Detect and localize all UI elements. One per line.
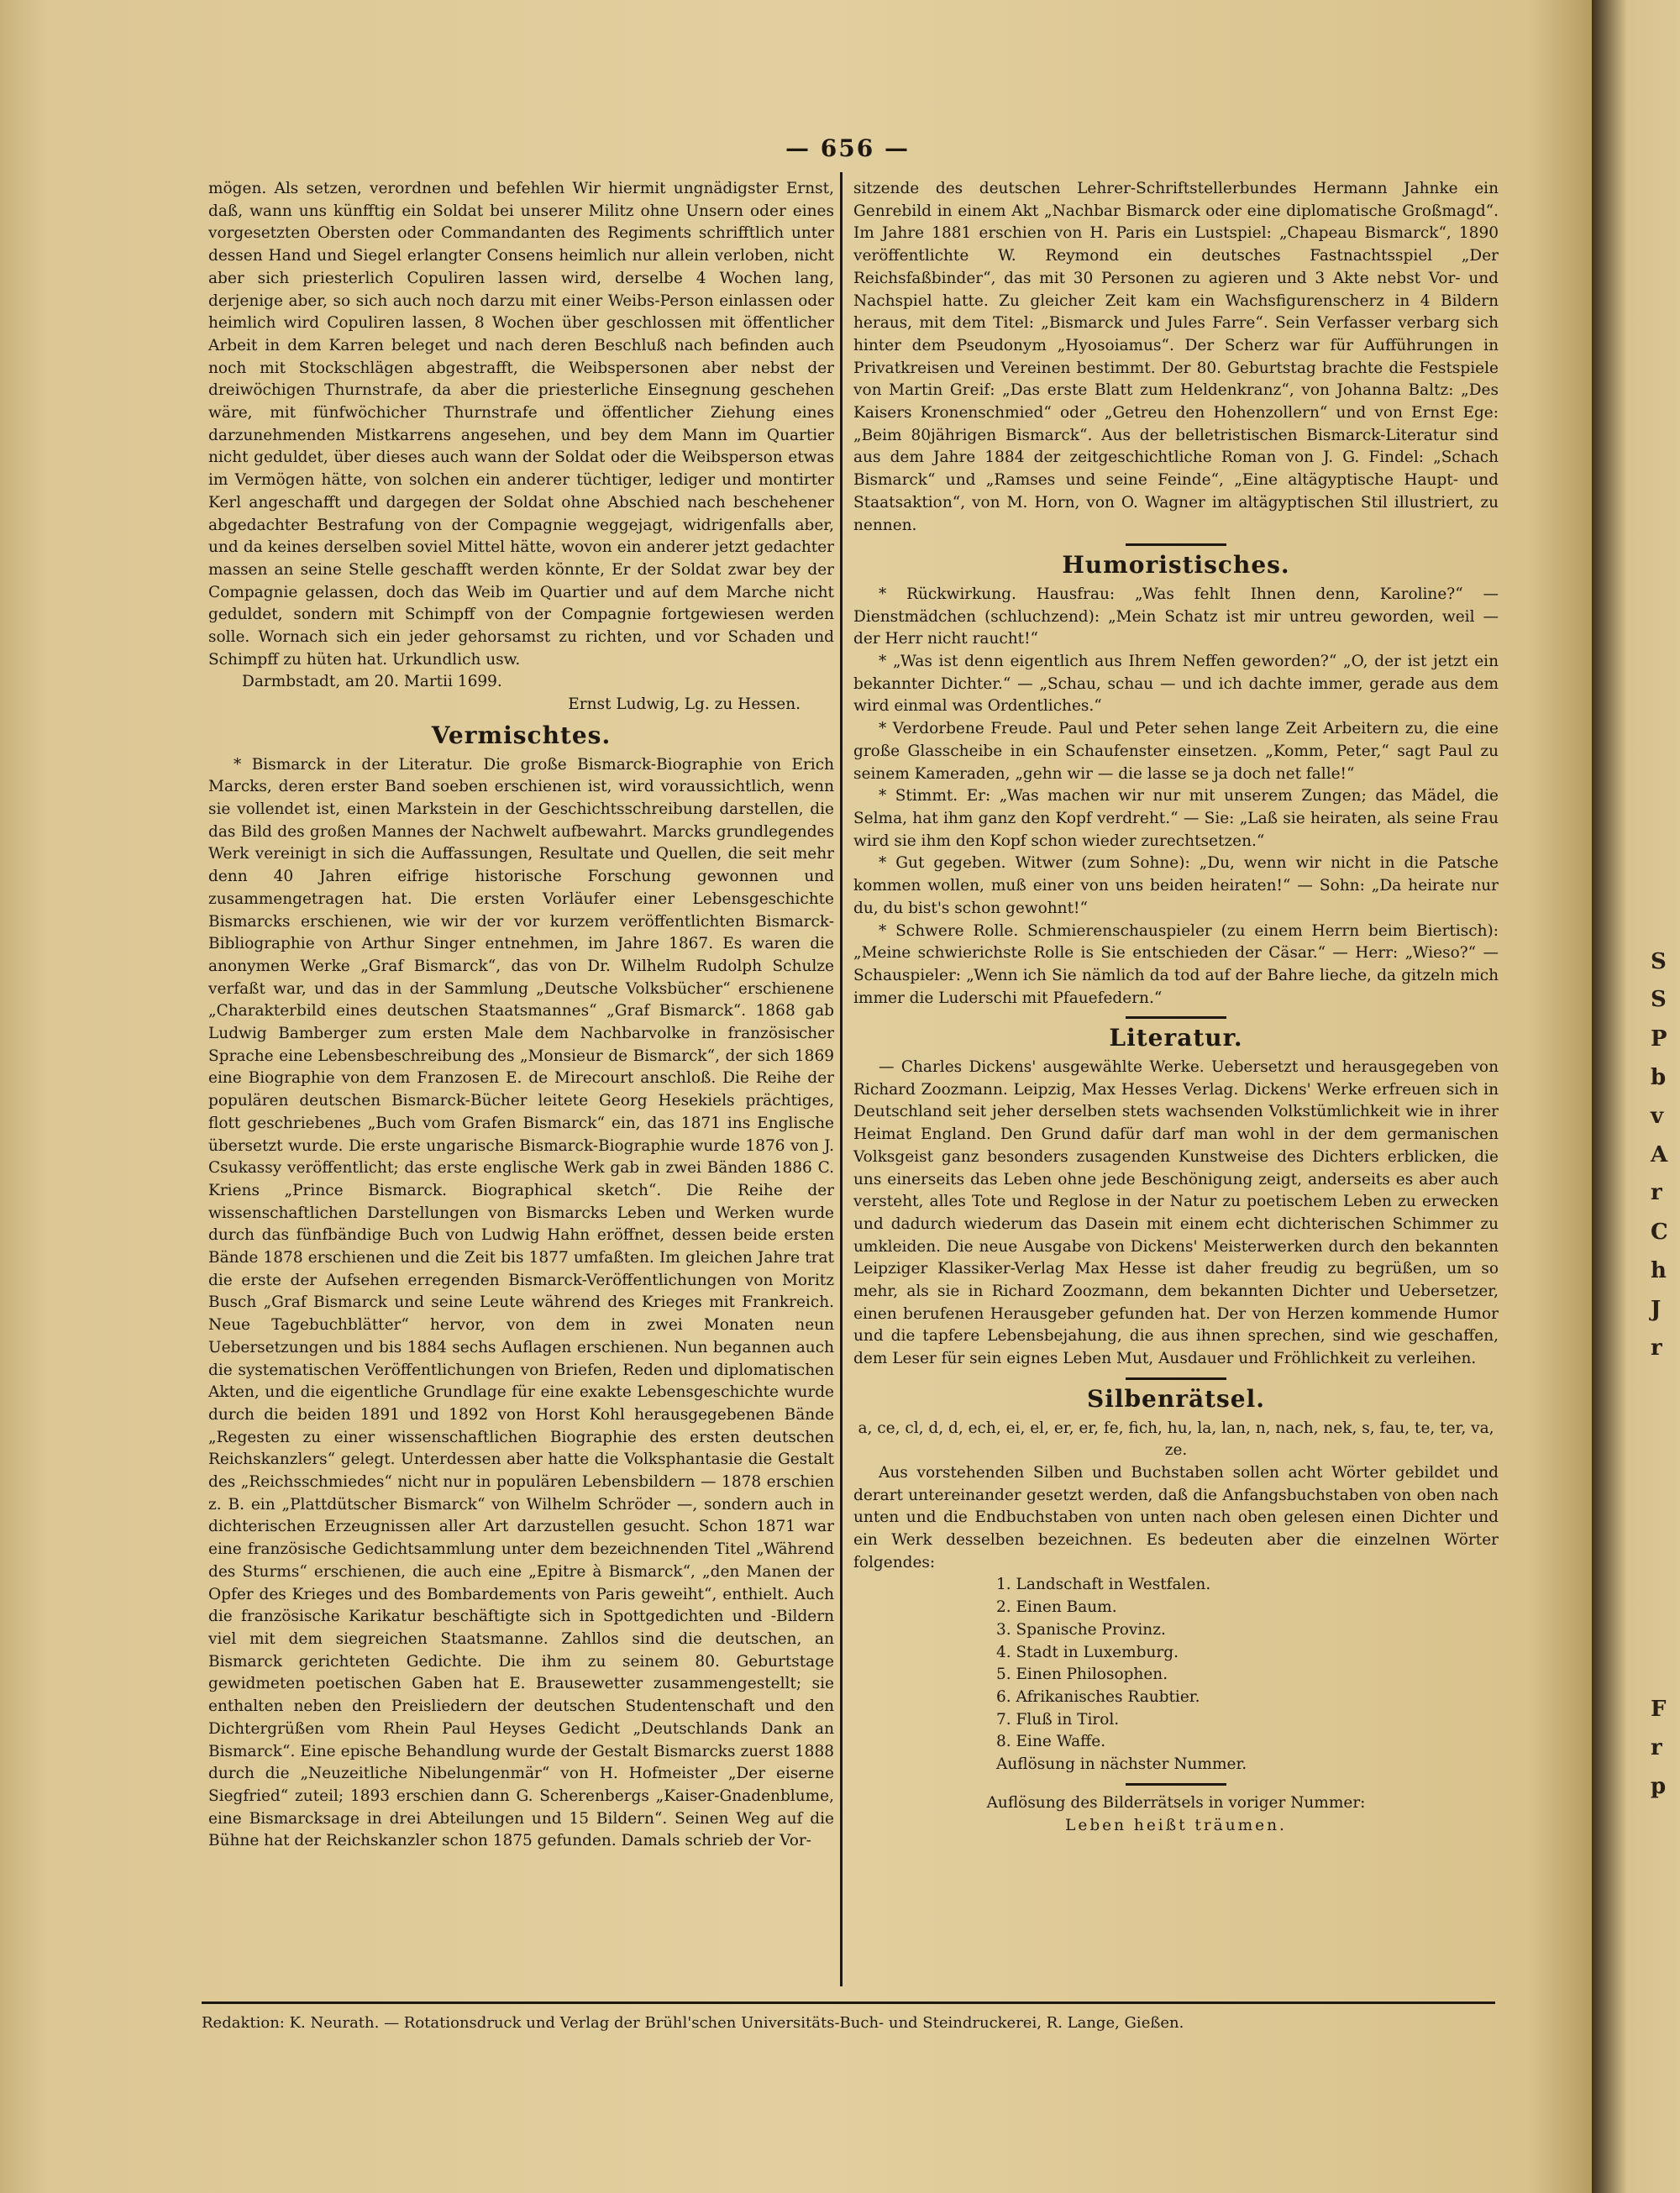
adjacent-page-edge <box>1592 0 1680 2193</box>
humor-item: * Schwere Rolle. Schmierenschauspieler (zu einem Herrn beim Biertisch): „Meine schwierichste Rolle is Sie entschieden der Cäsar.“ — Herr: „Wieso?“ — Schauspieler: „Wenn ich Sie nämlich da tod auf der Bahre lieche, da gitzeln mich immer die Luderschi mit Pfauefedern.“ <box>853 921 1499 1007</box>
bismarck-paragraph: * Bismarck in der Literatur. Die große Bismarck-Biographie von Erich Marcks, deren erster Band soeben erschienen ist, wird voraussichtlich, wenn sie vollendet ist, einen Markstein in der Geschichtsschreibung darstellen, die das Bild des großen Mannes der Nachwelt aufbewahrt. Marcks grundlegendes Werk vereinigt in sich die Auffassungen, Resultate und Quellen, die seit mehr denn 40 Jahren eifrige historische Forschung gewonnen und zusammengetragen hat. Die ersten Vorläufer einer Lebensgeschichte Bismarcks erschienen, wie wir der vor kurzem veröffentlichten Bismarck-Bibliographie von Arthur Singer entnehmen, im Jahre 1867. Es waren die anonymen Werke „Graf Bismarck“, das von Dr. Wilhelm Rudolph Schulze verfaßt war, und das in der Sammlung „Deutsche Volksbücher“ erschienene „Charakterbild eines deutschen Staatsmannes“ „Graf Bismarck“. 1868 gab Ludwig Bamberger zum ersten Male dem Nachbarvolke in französischer Sprache eine Lebensbeschreibung des „Monsieur de Bismarck“, der sich 1869 eine Biographie von dem Franzosen E. de Mirecourt anschloß. Die Reihe der populären deutschen Bismarck-Bücher leitete Georg Hesekiels prächtiges, flott geschriebenes „Buch vom Grafen Bismarck“ ein, das 1871 ins Englische übersetzt wurde. Die erste ungarische Bismarck-Biographie wurde 1876 von J. Csukassy veröffentlicht; das erste englische Werk gab in zwei Bänden 1886 C. Kriens „Prince Bismarck. Biographical sketch“. Die Reihe der wissenschaftlichen Darstellungen von Bismarcks Leben und Werken wurde durch das fünfbändige Buch von Ludwig Hahn eröffnet, dessen beide ersten Bände 1878 erschienen und die Zeit bis 1877 umfaßten. Im gleichen Jahre trat die erste der Aufsehen erregenden Bismarck-Veröffentlichungen von Moritz Busch „Graf Bismarck und seine Leute während des Krieges mit Frankreich. Neue Tagebuchblätter“ hervor, von dem in zwei Monaten neun Uebersetzungen und bis 1884 sechs Auflagen erschienen. Nun begannen auch die systematischen Veröffentlichungen von Briefen, Reden und diplomatischen Akten, und die eigentliche Grundlage für eine exakte Lebensgeschichte wurde durch die beiden 1891 und 1892 von Horst Kohl herausgegebenen Bände „Regesten zu einer wissenschaftlichen Biographie des ersten deutschen Reichskanzlers“ gelegt. Unterdessen aber hatte die Volksphantasie die Gestalt des „Reichsschmiedes“ nicht nur in populären Lebensbildern — 1878 erschien z. B. ein „Plattdütscher Bismarck“ von Wilhelm Schröder —, sondern auch in dichterischen Erzeugnissen aller Art darzustellen gesucht. Schon 1871 war eine französische Gedichtsammlung unter dem bezeichnenden Titel „Während des Sturms“ erschienen, die auch eine „Epitre à Bismarck“, „den Manen der Opfer des Krieges und des Bombardements von Paris geweiht“, enthielt. Auch die französische Karikatur beschäftigte sich in Spottgedichten und -Bildern viel mit dem siegreichen Staatsmanne. Zahllos sind die deutschen, an Bismarck gerichteten Gedichte. Die ihm zu seinem 80. Geburtstage gewidmeten poetischen Gaben hat E. Brausewetter zusammengestellt; sie enthalten neben den Preisliedern der deutschen Studentenschaft und den Dichtergrüßen vom Rhein Paul Heyses Gedicht „Deutschlands Dank an Bismarck“. Eine epische Behandlung wurde der Gestalt Bismarcks zuerst 1888 durch die „Neuzeitliche Nibelungenmär“ von H. Hofmeister „Der eiserne Siegfried“ zuteil; 1893 erschien dann G. Scherenbergs „Kaiser-Gnadenblume, eine Bismarcksage in drei Abteilungen und 15 Bildern“. Seinen Weg auf die Bühne hat der Reichskanzler schon 1875 gefunden. Damals schrieb der Vor- <box>208 755 834 1850</box>
gutter-fragment: r <box>1651 1735 1662 1760</box>
gutter-fragment: A <box>1651 1142 1668 1167</box>
humor-item: * Rückwirkung. Hausfrau: „Was fehlt Ihnen denn, Karoline?“ — Dienstmädchen (schluchzend): „Mein Schatz ist mir untreu geworden, weil — der Herr nicht raucht!“ <box>853 585 1499 648</box>
literatur-heading: Literatur. <box>1109 1024 1243 1052</box>
previous-solution-text: Leben heißt träumen. <box>1065 1816 1287 1834</box>
bismarck-continued: sitzende des deutschen Lehrer-Schriftstellerbundes Hermann Jahnke ein Genrebild in einem Akt „Nachbar Bismarck oder eine diplomatische Großmagd“. Im Jahre 1881 erschien von H. Paris ein Lustspiel: „Chapeau Bismarck“, 1890 veröffentlichte W. Reymond ein deutsches Fastnachtsspiel „Der Reichsfaßbinder“, das mit 30 Personen zu agieren und 3 Akte nebst Vor- und Nachspiel hatte. Zu gleicher Zeit kam ein Wachsfigurenscherz in 4 Bildern heraus, mit dem Titel: „Bismarck und Jules Farre“. Sein Verfasser verbarg sich hinter dem Pseudonym „Hyosoiamus“. Der Scherz war für Aufführungen in Privatkreisen und Vereinen bestimmt. Der 80. Geburtstag brachte die Festspiele von Martin Greif: „Das erste Blatt zum Heldenkranz“, von Johanna Baltz: „Des Kaisers Kronenschmied“ oder „Getreu den Hohenzollern“ und von Ernst Ege: „Beim 80jährigen Bismarck“. Aus der belletristischen Bismarck-Literatur sind aus dem Jahre 1884 der zeitgeschichtliche Roman von J. G. Findel: „Schach Bismarck“ und „Ramses und seine Feinde“, „Eine altägyptische Haupt- und Staatsaktion“, von M. Horn, von O. Wagner im altägyptischen Stil illustriert, zu nennen. <box>853 180 1499 534</box>
page-number: — 656 — <box>785 134 910 162</box>
gutter-fragment: S <box>1651 949 1667 974</box>
silben-list-item: 2. Einen Baum. <box>996 1598 1117 1617</box>
left-column <box>208 178 834 1853</box>
section-separator <box>1126 1377 1226 1380</box>
silben-list-item: 7. Fluß in Tirol. <box>996 1710 1120 1729</box>
humor-item: * „Was ist denn eigentlich aus Ihrem Neffen geworden?“ „O, der ist jetzt ein bekannter Dichter.“ — „Schau, schau — und ich dachte immer, gerade aus dem wird einmal was Ordentliches.“ <box>853 653 1499 716</box>
gutter-fragment: r <box>1651 1180 1662 1205</box>
right-column <box>853 178 1499 1837</box>
imprint-footer: Redaktion: K. Neurath. — Rotationsdruck und Verlag der Brühl'schen Universitäts-Buch- und Steindruckerei, R. Lange, Gießen. <box>202 2002 1495 2032</box>
section-separator <box>1126 543 1226 546</box>
humor-item: * Stimmt. Er: „Was machen wir nur mit unserem Zungen; das Mädel, die Selma, hat ihm ganz den Kopf verdreht.“ — Sie: „Laß sie heiraten, als seine Frau wird sie ihm den Kopf schon wieder zurechtsetzen.“ <box>853 787 1499 850</box>
decree-paragraph: mögen. Als setzen, verordnen und befehlen Wir hiermit ungnädigster Ernst, daß, wann uns künfftig ein Soldat bei unserer Militz ohne Unsern oder eines vorgesetzten Obersten oder Commandanten des Regiments schrifftlich unter dessen Hand und Siegel erlangter Consens heimlich nur allein verloben, nicht aber sich priesterlich Copuliren lassen wird, derselbe 4 Wochen lang, derjenige aber, so sich auch noch darzu mit einer Weibs-Person einlassen oder heimlich wird Copuliren lassen, 8 Wochen über geschlossen mit öffentlicher Arbeit in dem Karren beleget und nach deren Beschluß nach befinden auch noch mit Stockschlägen abgestrafft, die Weibspersonen aber nebst der dreiwöchigen Thurnstrafe, da aber die priesterliche Einsegnung geschehen wäre, mit fünfwöchicher Thurnstrafe und öffentlicher Ziehung eines darzunehmenden Mistkarrens angesehen, und bey dem Mann im Quartier nicht geduldet, über dieses auch wann der Soldat oder die Weibsperson etwas im Vermögen hätte, von solchen ein anderer tüchtiger, lediger und montirter Kerl angeschafft und dargegen der Soldat ohne Abschied nach beschehener abgedachter Bestrafung von der Compagnie weggejagt, widrigenfalls aber, und da keines derselben soviel Mittel hätte, wovon ein anderer jetzt gedachter massen an seine Stelle geschafft werden könnte, Er der Soldat zwar bey der Compagnie gelassen, doch das Weib im Quartier und auf dem Marche nicht geduldet, sondern mit Schimpff von der Compagnie fortgewiesen werden solle. Wornach sich ein jeder gehorsamst zu richten, und vor Schaden und Schimpff zu hüten hat. Urkundlich usw. <box>208 180 834 669</box>
vermischtes-heading: Vermischtes. <box>431 721 612 749</box>
gutter-fragment: F <box>1651 1697 1667 1722</box>
humor-item: * Gut gegeben. Witwer (zum Sohne): „Du, wenn wir nicht in die Patsche kommen wollen, muß einer von uns beiden heiraten!“ — Sohn: „Da heirate nur du, du bist's schon gewohnt!“ <box>853 854 1499 917</box>
silben-list-item: 3. Spanische Provinz. <box>996 1620 1166 1639</box>
humor-item: * Verdorbene Freude. Paul und Peter sehen lange Zeit Arbeitern zu, die eine große Glasscheibe in ein Schaufenster einsetzen. „Komm, Peter,“ sagt Paul zu seinem Kameraden, „gehn wir — die lasse se ja doch net falle!“ <box>853 720 1499 783</box>
signature: Ernst Ludwig, Lg. zu Hessen. <box>568 695 801 714</box>
silben-heading: Silbenrätsel. <box>1086 1384 1266 1413</box>
silben-list-item: 4. Stadt in Luxemburg. <box>996 1643 1179 1661</box>
silben-instructions: Aus vorstehenden Silben und Buchstaben sollen acht Wörter gebildet und derart untereinander gesetzt werden, daß die Anfangsbuchstaben von oben nach unten und die Endbuchstaben von unten nach oben gelesen einen Dichter und ein Werk desselben bezeichnen. Es bedeuten aber die einzelnen Wörter folgendes: <box>853 1463 1499 1571</box>
gutter-fragment: P <box>1651 1026 1667 1052</box>
gutter-fragment: S <box>1651 987 1667 1012</box>
silben-list-item: 8. Eine Waffe. <box>996 1733 1106 1751</box>
silben-list <box>853 1574 1499 1776</box>
silben-syllables: a, ce, cl, d, d, ech, ei, el, er, er, fe, fich, hu, la, lan, n, nach, nek, s, fau, te, ter, va, ze. <box>858 1419 1494 1460</box>
gutter-fragment: b <box>1651 1065 1667 1090</box>
humor-heading: Humoristisches. <box>1062 551 1290 580</box>
literatur-paragraph: — Charles Dickens' ausgewählte Werke. Uebersetzt und herausgegeben von Richard Zoozmann. Leipzig, Max Hesses Verlag. Dickens' Werke erfreuen sich in Deutschland seit jeher derselben stets wachsenden Volkstümlichkeit wie in ihrer Heimat England. Den Grund dafür darf man wohl in der dem germanischen Volksgeist ganz besonders zusagenden Kunstweise des Dichters erblicken, die uns einerseits das Leben ohne jede Beschönigung zeigt, anderseits es aber auch versteht, alles Tote und Reglose in der Natur zu poetischem Leben zu erwecken und dadurch wiederum das Dasein mit einem echt dichterischen Schimmer zu umkleiden. Die neue Ausgabe von Dickens' Meisterwerken durch den bekannten Leipziger Klassiker-Verlag Max Hesse ist daher freudig zu begrüßen, um so mehr, als sie in Richard Zoozmann, dem bekannten Dichter und Uebersetzer, einen berufenen Herausgeber gefunden hat. Der von Herzen kommende Humor und die tapfere Lebensbejahung, die aus ihnen sprechen, sind wie geschaffen, dem Leser für sein eignes Leben Mut, Ausdauer und Fröhlichkeit zu verleihen. <box>853 1058 1499 1368</box>
solution-next: Auflösung in nächster Nummer. <box>996 1755 1247 1774</box>
gutter-fragment: J <box>1651 1297 1662 1322</box>
date-line: Darmbstadt, am 20. Martii 1699. <box>242 673 502 691</box>
previous-solution-title: Auflösung des Bilderrätsels in voriger Nummer: <box>986 1793 1366 1812</box>
gutter-fragment: v <box>1651 1104 1664 1129</box>
silben-list-item: 6. Afrikanisches Raubtier. <box>996 1688 1200 1706</box>
gutter-fragment: C <box>1651 1220 1668 1245</box>
silben-list-item: 1. Landschaft in Westfalen. <box>996 1576 1211 1594</box>
gutter-fragment: h <box>1651 1258 1667 1283</box>
silben-list-item: 5. Einen Philosophen. <box>996 1666 1168 1684</box>
column-divider <box>840 172 843 1986</box>
section-separator <box>1126 1016 1226 1019</box>
gutter-fragment: r <box>1651 1335 1662 1361</box>
section-separator <box>1126 1783 1226 1786</box>
gutter-fragment: p <box>1651 1774 1667 1799</box>
